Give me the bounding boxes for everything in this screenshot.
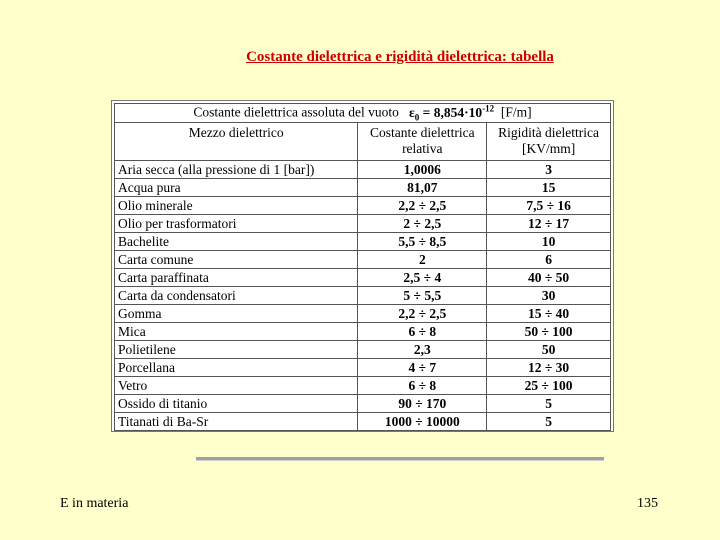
cell-dielectric-rigidity: 6 (487, 251, 611, 269)
table-row (115, 323, 611, 341)
cell-medium: Olio per trasformatori (115, 215, 358, 233)
cell-medium: Vetro (115, 377, 358, 395)
vacuum-permittivity-row (115, 104, 611, 123)
cell-relative-constant: 2 ÷ 2,5 (358, 215, 487, 233)
cell-dielectric-rigidity: 15 (487, 179, 611, 197)
cell-medium: Carta da condensatori (115, 287, 358, 305)
cell-medium: Aria secca (alla pressione di 1 [bar]) (115, 161, 358, 179)
cell-medium: Porcellana (115, 359, 358, 377)
cell-dielectric-rigidity: 40 ÷ 50 (487, 269, 611, 287)
header-medium: Mezzo dielettrico (115, 123, 358, 161)
cell-relative-constant: 6 ÷ 8 (358, 377, 487, 395)
cell-relative-constant: 6 ÷ 8 (358, 323, 487, 341)
table-row (115, 395, 611, 413)
vacuum-permittivity-value: = 8,854·10 (419, 104, 483, 120)
cell-medium: Acqua pura (115, 179, 358, 197)
cell-dielectric-rigidity: 12 ÷ 17 (487, 215, 611, 233)
cell-relative-constant: 1,0006 (358, 161, 487, 179)
table-row (115, 251, 611, 269)
cell-relative-constant: 2,2 ÷ 2,5 (358, 305, 487, 323)
table-row (115, 179, 611, 197)
vacuum-permittivity-exponent: -12 (482, 103, 495, 113)
vacuum-permittivity-unit: [F/m] (500, 104, 532, 120)
epsilon-symbol: ε (408, 104, 415, 120)
cell-medium: Carta paraffinata (115, 269, 358, 287)
cell-dielectric-rigidity: 30 (487, 287, 611, 305)
decorative-divider (196, 457, 604, 461)
header-relative-constant: Costante dielettrica relativa (358, 123, 487, 161)
cell-dielectric-rigidity: 10 (487, 233, 611, 251)
cell-medium: Carta comune (115, 251, 358, 269)
cell-dielectric-rigidity: 5 (487, 395, 611, 413)
cell-medium: Gomma (115, 305, 358, 323)
cell-relative-constant: 2 (358, 251, 487, 269)
cell-medium: Polietilene (115, 341, 358, 359)
header-dielectric-rigidity: Rigidità dielettrica [KV/mm] (487, 123, 611, 161)
cell-dielectric-rigidity: 5 (487, 413, 611, 431)
cell-medium: Bachelite (115, 233, 358, 251)
cell-relative-constant: 2,3 (358, 341, 487, 359)
cell-dielectric-rigidity: 12 ÷ 30 (487, 359, 611, 377)
cell-medium: Olio minerale (115, 197, 358, 215)
footer-section-label: E in materia (60, 496, 129, 511)
cell-relative-constant: 81,07 (358, 179, 487, 197)
slide-title: Costante dielettrica e rigidità dielettrica: tabella (246, 49, 554, 65)
cell-relative-constant: 2,2 ÷ 2,5 (358, 197, 487, 215)
page-number: 135 (637, 496, 658, 511)
cell-relative-constant: 5 ÷ 5,5 (358, 287, 487, 305)
cell-relative-constant: 4 ÷ 7 (358, 359, 487, 377)
dielectric-table-container (111, 100, 614, 432)
cell-medium: Titanati di Ba-Sr (115, 413, 358, 431)
table-row (115, 377, 611, 395)
table-body (115, 161, 611, 431)
vacuum-permittivity-cell (115, 104, 611, 123)
cell-relative-constant: 5,5 ÷ 8,5 (358, 233, 487, 251)
cell-relative-constant: 1000 ÷ 10000 (358, 413, 487, 431)
cell-dielectric-rigidity: 3 (487, 161, 611, 179)
table-row (115, 269, 611, 287)
column-header-row (115, 123, 611, 161)
epsilon-subscript: 0 (414, 112, 420, 123)
table-row (115, 413, 611, 431)
table-row (115, 341, 611, 359)
cell-relative-constant: 90 ÷ 170 (358, 395, 487, 413)
cell-dielectric-rigidity: 25 ÷ 100 (487, 377, 611, 395)
table-row (115, 215, 611, 233)
vacuum-permittivity-label: Costante dielettrica assoluta del vuoto (193, 104, 399, 120)
cell-relative-constant: 2,5 ÷ 4 (358, 269, 487, 287)
dielectric-table (114, 103, 611, 431)
table-row (115, 287, 611, 305)
cell-dielectric-rigidity: 50 ÷ 100 (487, 323, 611, 341)
table-row (115, 305, 611, 323)
table-row (115, 197, 611, 215)
table-row (115, 233, 611, 251)
table-row (115, 359, 611, 377)
cell-dielectric-rigidity: 15 ÷ 40 (487, 305, 611, 323)
cell-medium: Mica (115, 323, 358, 341)
cell-medium: Ossido di titanio (115, 395, 358, 413)
table-row (115, 161, 611, 179)
cell-dielectric-rigidity: 7,5 ÷ 16 (487, 197, 611, 215)
cell-dielectric-rigidity: 50 (487, 341, 611, 359)
